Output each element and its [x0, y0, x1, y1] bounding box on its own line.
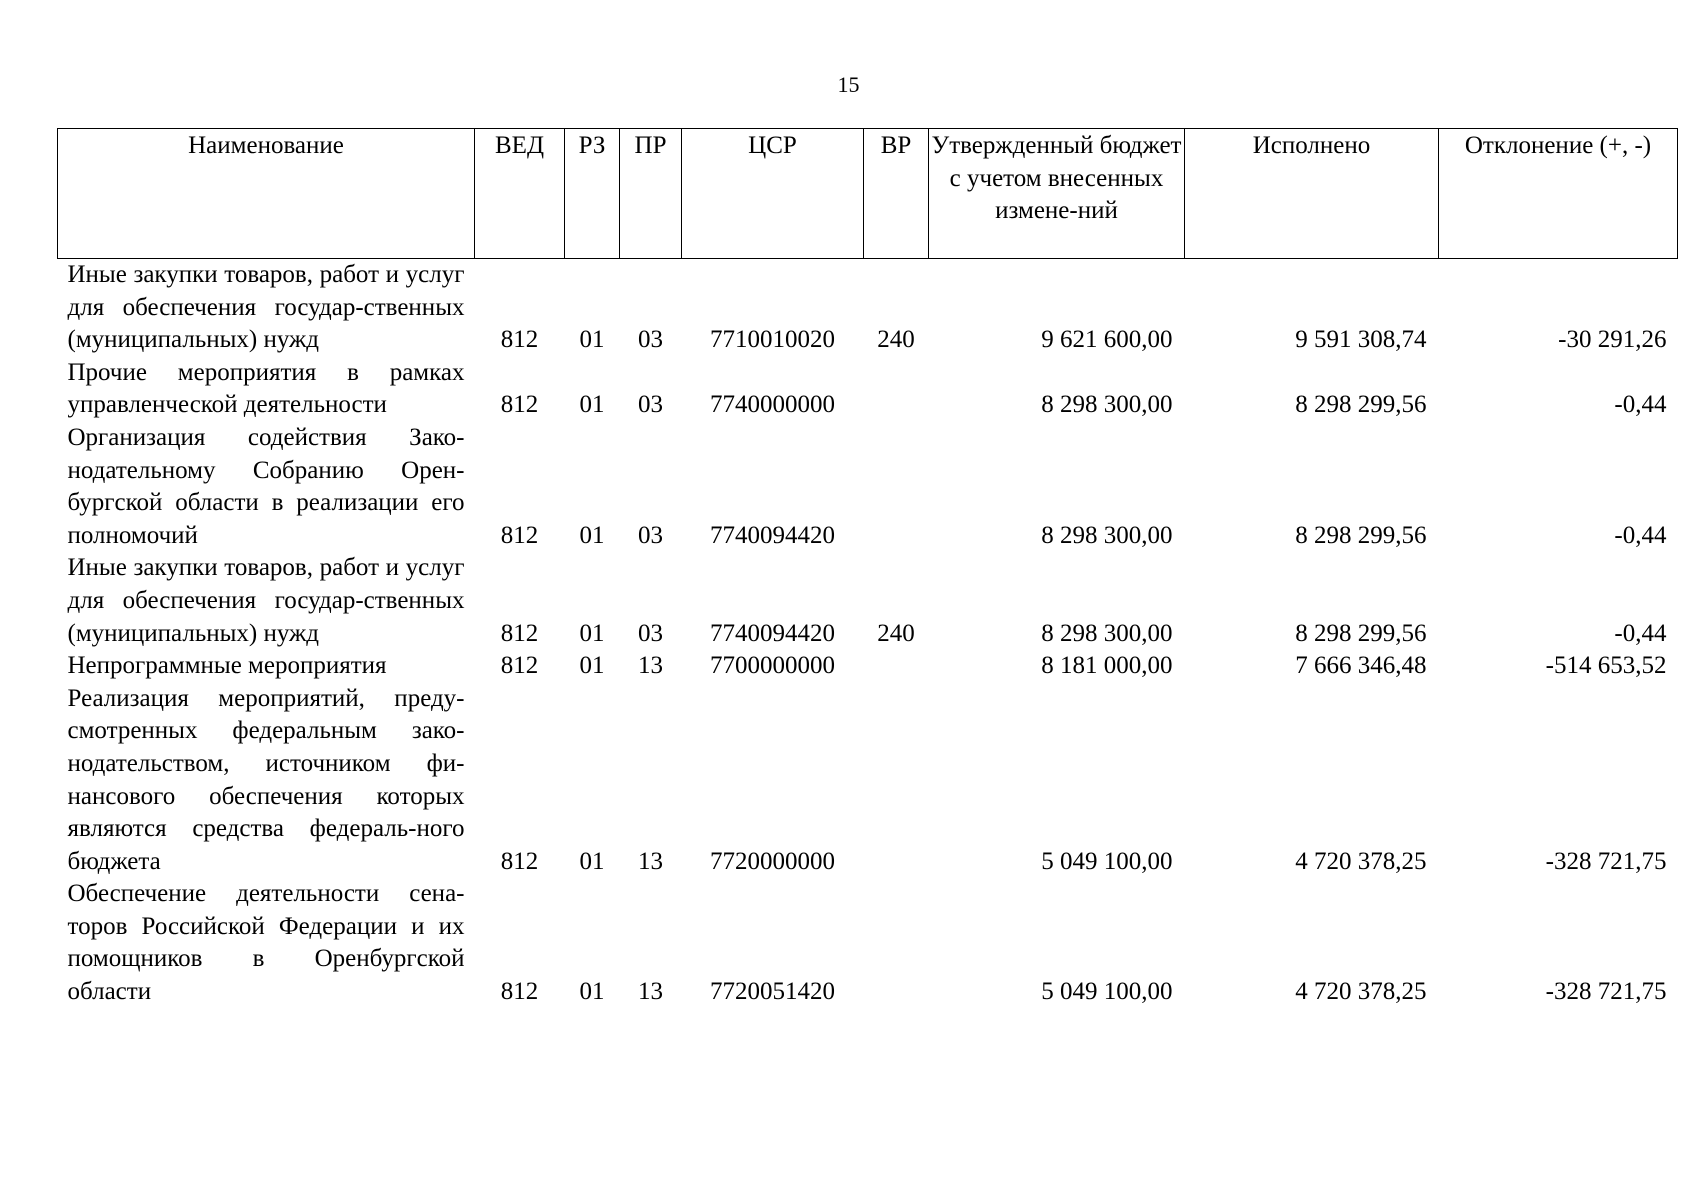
header-approved-budget: Утвержденный бюджет с учетом внесенных измене-ний: [929, 129, 1185, 259]
row-pr: 13: [638, 652, 663, 680]
row-name: Иные закупки товаров, работ и услуг для обеспечения государ-ственных (муниципальных) нужд: [67, 261, 465, 354]
row-name: Организация содействия Зако-нодательному Собранию Орен-бургской области в реализации его полномочий: [67, 423, 465, 549]
row-rz: 01: [579, 847, 605, 875]
row-pr: 03: [638, 391, 663, 419]
row-csr: 7740094420: [710, 521, 835, 549]
row-approved: 8 298 300,00: [1041, 521, 1173, 549]
header-rz: РЗ: [565, 129, 620, 259]
row-csr: 7720051420: [710, 978, 835, 1006]
row-pr: 03: [638, 619, 663, 647]
row-rz: 01: [579, 652, 605, 680]
row-executed: 4 720 378,25: [1295, 847, 1427, 875]
row-rz: 01: [579, 391, 605, 419]
table-header-row: [58, 129, 1678, 259]
row-executed: 8 298 299,56: [1295, 521, 1427, 549]
row-deviation: -0,44: [1614, 521, 1667, 549]
row-name: Обеспечение деятельности сена-торов Российской Федерации и их помощников в Оренбургской области: [67, 880, 465, 1006]
row-ved: 812: [500, 652, 539, 680]
table-row: [58, 878, 1678, 1008]
budget-execution-table: [57, 128, 1678, 1009]
table-row: [58, 422, 1678, 552]
header-ved: ВЕД: [475, 129, 565, 259]
row-approved: 8 298 300,00: [1041, 619, 1173, 647]
row-executed: 4 720 378,25: [1295, 978, 1427, 1006]
header-name: Наименование: [58, 129, 475, 259]
row-vr: [864, 683, 929, 879]
row-ved: 812: [500, 619, 539, 647]
row-rz: 01: [579, 521, 605, 549]
row-name: Реализация мероприятий, преду-смотренных федеральным зако-нодательством, источником фи-нансового обеспечения которых являются средства федераль-ного бюджета: [67, 684, 465, 875]
header-csr: ЦСР: [682, 129, 864, 259]
table-row: [58, 683, 1678, 879]
row-ved: 812: [500, 978, 539, 1006]
row-csr: 7720000000: [710, 847, 835, 875]
row-vr: [864, 357, 929, 422]
row-vr: 240: [877, 619, 915, 647]
row-vr: 240: [877, 326, 915, 354]
row-name: Иные закупки товаров, работ и услуг для обеспечения государ-ственных (муниципальных) нужд: [67, 554, 465, 647]
row-name: Прочие мероприятия в рамках управленческой деятельности: [67, 358, 465, 419]
row-name: Непрограммные мероприятия: [67, 652, 387, 680]
row-pr: 13: [638, 978, 663, 1006]
header-pr: ПР: [620, 129, 682, 259]
row-executed: 8 298 299,56: [1295, 619, 1427, 647]
table-row: [58, 259, 1678, 357]
header-deviation: Отклонение (+, -): [1439, 129, 1678, 259]
row-vr: [864, 650, 929, 683]
row-csr: 7700000000: [710, 652, 835, 680]
row-ved: 812: [500, 326, 539, 354]
row-ved: 812: [500, 521, 539, 549]
table-row: [58, 357, 1678, 422]
table-row: [58, 552, 1678, 650]
row-approved: 5 049 100,00: [1041, 847, 1173, 875]
row-ved: 812: [500, 847, 539, 875]
row-executed: 7 666 346,48: [1295, 652, 1427, 680]
row-deviation: -328 721,75: [1545, 847, 1667, 875]
page-number: 15: [837, 72, 860, 97]
row-pr: 13: [638, 847, 663, 875]
row-deviation: -0,44: [1614, 619, 1667, 647]
row-approved: 9 621 600,00: [1041, 326, 1173, 354]
table-row: [58, 650, 1678, 683]
row-pr: 03: [638, 521, 663, 549]
header-vr: ВР: [864, 129, 929, 259]
header-executed: Исполнено: [1185, 129, 1439, 259]
row-csr: 7740000000: [710, 391, 835, 419]
row-deviation: -514 653,52: [1545, 652, 1667, 680]
row-vr: [864, 878, 929, 1008]
row-approved: 5 049 100,00: [1041, 978, 1173, 1006]
row-csr: 7740094420: [710, 619, 835, 647]
row-executed: 8 298 299,56: [1295, 391, 1427, 419]
row-csr: 7710010020: [710, 326, 835, 354]
row-rz: 01: [579, 978, 605, 1006]
row-approved: 8 298 300,00: [1041, 391, 1173, 419]
row-pr: 03: [638, 326, 663, 354]
row-deviation: -0,44: [1614, 391, 1667, 419]
row-executed: 9 591 308,74: [1295, 326, 1427, 354]
row-rz: 01: [579, 619, 605, 647]
row-ved: 812: [500, 391, 539, 419]
row-rz: 01: [579, 326, 605, 354]
row-approved: 8 181 000,00: [1041, 652, 1173, 680]
row-deviation: -30 291,26: [1558, 326, 1667, 354]
row-vr: [864, 422, 929, 552]
row-deviation: -328 721,75: [1545, 978, 1667, 1006]
